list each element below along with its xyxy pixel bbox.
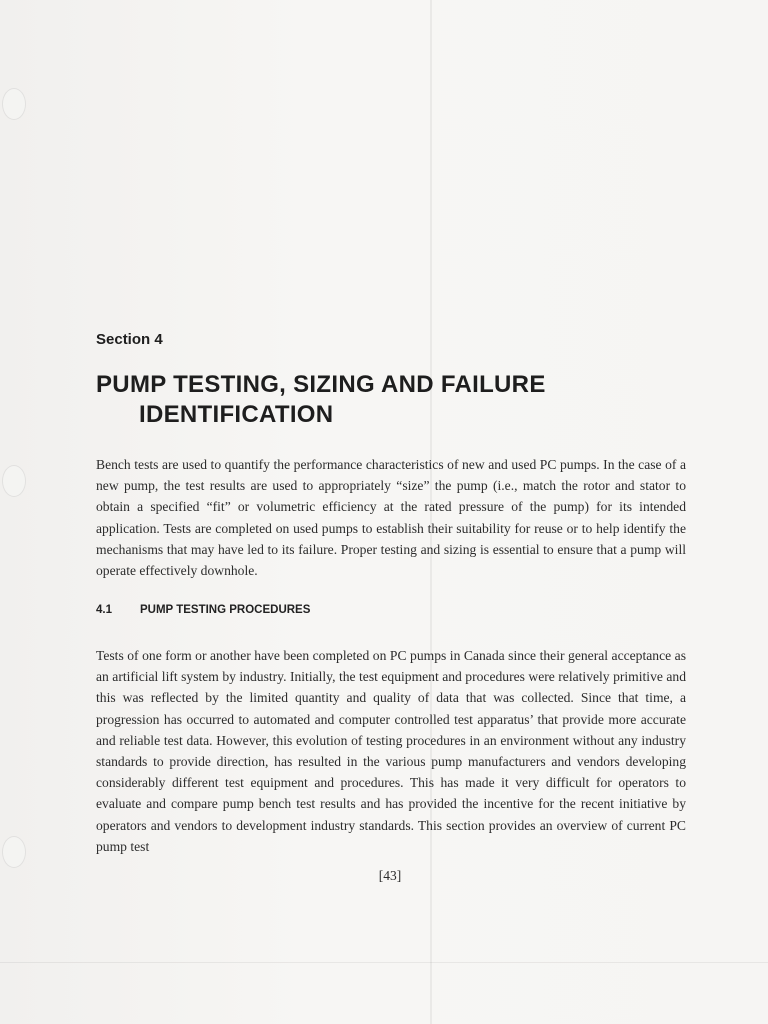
chapter-title-line-2: IDENTIFICATION: [139, 401, 334, 428]
binder-hole-mark: [2, 88, 26, 120]
chapter-title: [96, 370, 696, 430]
subsection-heading: [96, 604, 310, 616]
page-bottom-edge: [0, 962, 768, 963]
page-number: [43]: [378, 868, 402, 883]
section-label: Section 4: [96, 331, 163, 348]
binder-hole-mark: [2, 836, 26, 868]
binder-hole-mark: [2, 465, 26, 497]
chapter-title-line-1: PUMP TESTING, SIZING AND FAILURE: [96, 371, 546, 398]
intro-paragraph: Bench tests are used to quantify the performance characteristics of new and used PC pumps. In the case of a new pump, the test results are used to appropriately “size” the pump (i.e., match the rotor and stator to obtain a specified “fit” or volumetric efficiency at the rated pressure of the pump) for its intended application. Tests are completed on used pumps to establish their suitability for reuse or to help identify the mechanisms that may have led to its failure. Proper testing and sizing is essential to ensure that a pump will operate effectively downhole.: [96, 457, 686, 579]
subsection-title: PUMP TESTING PROCEDURES: [140, 604, 311, 616]
subsection-number: 4.1: [96, 604, 112, 616]
body-paragraph: Tests of one form or another have been completed on PC pumps in Canada since their general acceptance as an artificial lift system by industry. Initially, the test equipment and procedures were relatively primitive and this was reflected by the limited quantity and quality of data that was collected. Since that time, a progression has occurred to automated and computer controlled test apparatus’ that provide more accurate and reliable test data. However, this evolution of testing procedures in an environment without any industry standards to provide direction, has resulted in the various pump manufacturers and vendors developing considerably different test equipment and procedures. This has made it very difficult for operators to evaluate and compare pump bench test results and has provided the incentive for the recent initiative by operators and vendors to development industry standards. This section provides an overview of current PC pump test: [96, 648, 686, 854]
